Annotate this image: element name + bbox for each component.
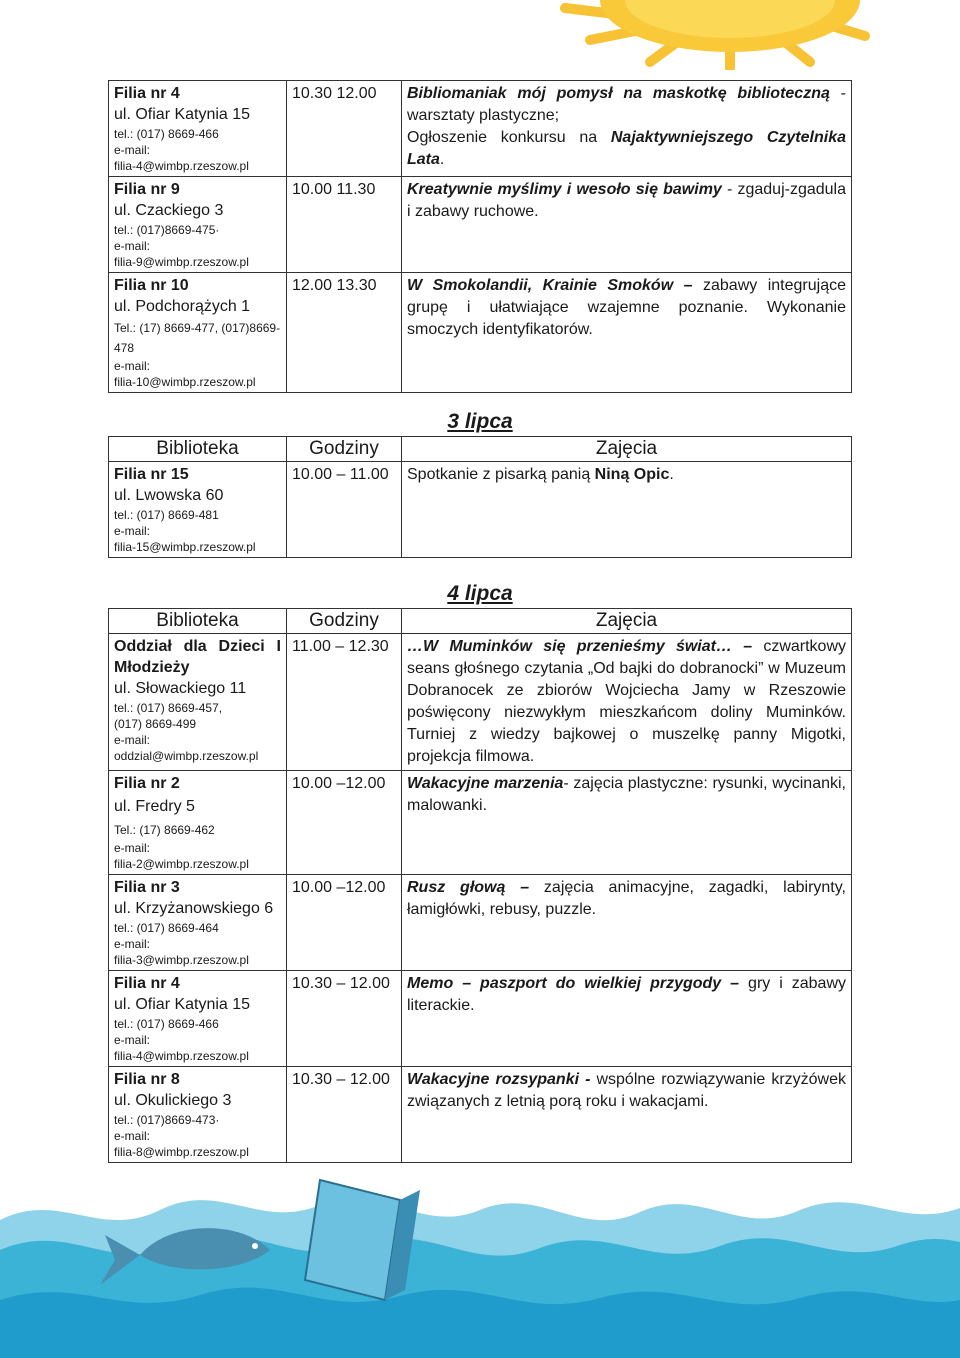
library-email-link[interactable]: filia-15@wimbp.rzeszow.pl xyxy=(114,540,256,554)
email-label: e-mail: xyxy=(114,143,151,157)
library-name: Filia nr 4 xyxy=(114,975,180,992)
activity-line2-emphasis: Najaktywniejszego Czytelnika Lata xyxy=(407,129,846,168)
library-name: Filia nr 9 xyxy=(114,181,180,198)
hours-cell: 12.00 13.30 xyxy=(287,273,402,393)
library-cell xyxy=(109,971,287,1067)
library-cell xyxy=(109,81,287,177)
activity-cell xyxy=(402,1067,852,1163)
table-row xyxy=(109,771,852,875)
book-icon xyxy=(305,1180,420,1300)
library-street: ul. Podchorążych 1 xyxy=(114,298,251,315)
library-cell xyxy=(109,634,287,771)
table-row xyxy=(109,177,852,273)
activity-title: Bibliomaniak mój pomysł na maskotkę biblioteczną xyxy=(407,85,830,102)
library-name: Filia nr 10 xyxy=(114,277,189,294)
library-street: ul. Krzyżanowskiego 6 xyxy=(114,900,274,917)
schedule-table-july-4 xyxy=(108,608,852,1163)
schedule-table-july-3 xyxy=(108,436,852,558)
activity-cell: Bibliomaniak mój pomysł na maskotkę biblioteczną - warsztaty plastyczne; Ogłoszenie konkursu na Najaktywniejszego Czytelnika Lata. xyxy=(402,81,852,177)
library-cell xyxy=(109,177,287,273)
library-email-link[interactable]: filia-4@wimbp.rzeszow.pl xyxy=(114,159,249,173)
table-header-row xyxy=(109,437,852,462)
library-street: ul. Fredry 5 xyxy=(114,798,195,815)
email-label: e-mail: xyxy=(114,1033,151,1047)
header-hours: Godziny xyxy=(287,609,402,634)
email-label: e-mail: xyxy=(114,937,151,951)
library-phone: tel.: (017) 8669-457, xyxy=(114,701,223,715)
library-phone: Tel.: (17) 8669-477, (017)8669-478 xyxy=(114,321,281,355)
library-phone-2: (017) 8669-499 xyxy=(114,717,197,731)
activity-cell xyxy=(402,875,852,971)
activity-description: zabawy integrujące grupę i ułatwiające wzajemne poznanie. Wykonanie smoczych identyfikatorów. xyxy=(407,277,846,338)
library-phone: tel.: (017)8669-473· xyxy=(114,1113,220,1127)
library-cell xyxy=(109,273,287,393)
schedule-section-july-4 xyxy=(108,580,852,1163)
activity-description: - warsztaty plastyczne; xyxy=(407,85,846,124)
email-label: e-mail: xyxy=(114,1129,151,1143)
library-phone: tel.: (017)8669-475· xyxy=(114,223,220,237)
table-row xyxy=(109,462,852,558)
header-library: Biblioteka xyxy=(109,609,287,634)
library-phone: Tel.: (17) 8669-462 xyxy=(114,823,215,837)
table-row xyxy=(109,875,852,971)
activity-description: zajęcia animacyjne, zagadki, labirynty, łamigłówki, rebusy, puzzle. xyxy=(407,879,846,918)
library-phone: tel.: (017) 8669-481 xyxy=(114,508,219,522)
activity-cell xyxy=(402,971,852,1067)
hours-cell: 10.00 11.30 xyxy=(287,177,402,273)
library-name: Filia nr 8 xyxy=(114,1071,180,1088)
sun-illustration xyxy=(560,0,880,70)
header-hours: Godziny xyxy=(287,437,402,462)
activity-cell xyxy=(402,177,852,273)
library-street: ul. Ofiar Katynia 15 xyxy=(114,996,251,1013)
library-cell xyxy=(109,771,287,875)
library-street: ul. Ofiar Katynia 15 xyxy=(114,106,251,123)
day-title: 4 lipca xyxy=(447,582,513,605)
activity-title: Rusz głową – xyxy=(407,879,530,896)
activity-title: Memo – paszport do wielkiej przygody – xyxy=(407,975,740,992)
activity-cell: Spotkanie z pisarką panią Niną Opic. xyxy=(402,462,852,558)
library-name: Filia nr 3 xyxy=(114,879,180,896)
activity-description: - zajęcia plastyczne: rysunki, wycinanki, malowanki. xyxy=(407,775,847,814)
library-street: ul. Słowackiego 11 xyxy=(114,680,247,697)
library-email-link[interactable]: filia-10@wimbp.rzeszow.pl xyxy=(114,375,256,389)
email-label: e-mail: xyxy=(114,239,151,253)
library-name: Filia nr 15 xyxy=(114,466,189,483)
day-title: 3 lipca xyxy=(447,410,513,433)
library-email-link[interactable]: filia-9@wimbp.rzeszow.pl xyxy=(114,255,249,269)
hours-cell: 11.00 – 12.30 xyxy=(287,634,402,771)
schedule-table-continued xyxy=(108,80,852,393)
library-cell xyxy=(109,875,287,971)
library-name: Oddział dla Dzieci I Młodzieży xyxy=(114,638,281,676)
schedule-section-continued xyxy=(108,80,852,393)
activity-description: gry i zabawy literackie. xyxy=(407,975,847,1014)
library-phone: tel.: (017) 8669-466 xyxy=(114,1017,219,1031)
email-label: e-mail: xyxy=(114,841,151,855)
hours-cell: 10.30 – 12.00 xyxy=(287,971,402,1067)
table-row xyxy=(109,1067,852,1163)
header-library: Biblioteka xyxy=(109,437,287,462)
library-email-link[interactable]: oddzial@wimbp.rzeszow.pl xyxy=(114,749,259,763)
activity-description: wspólne rozwiązywanie krzyżówek związanych z letnią porą roku i wakacjami. xyxy=(407,1071,846,1110)
activity-line2: Ogłoszenie konkursu na xyxy=(407,129,611,146)
schedule-section-july-3 xyxy=(108,408,852,558)
activity-cell xyxy=(402,771,852,875)
activity-title: Kreatywnie myślimy i wesoło się bawimy xyxy=(407,181,722,198)
hours-cell: 10.30 12.00 xyxy=(287,81,402,177)
library-cell xyxy=(109,1067,287,1163)
library-name: Filia nr 2 xyxy=(114,775,180,792)
email-label: e-mail: xyxy=(114,524,151,538)
library-email-link[interactable]: filia-4@wimbp.rzeszow.pl xyxy=(114,1049,249,1063)
activity-cell xyxy=(402,634,852,771)
activity-title: Wakacyjne rozsypanki - xyxy=(407,1071,591,1088)
activity-title: W Smokolandii, Krainie Smoków – xyxy=(407,277,693,294)
activity-description: Spotkanie z pisarką panią xyxy=(407,466,595,483)
activity-description: - zgaduj-zgadula i zabawy ruchowe. xyxy=(407,181,846,220)
header-activities: Zajęcia xyxy=(402,437,852,462)
table-row xyxy=(109,971,852,1067)
table-header-row xyxy=(109,609,852,634)
library-cell xyxy=(109,462,287,558)
hours-cell: 10.00 –12.00 xyxy=(287,771,402,875)
hours-cell: 10.30 – 12.00 xyxy=(287,1067,402,1163)
activity-title: Wakacyjne marzenia xyxy=(407,775,564,792)
table-row xyxy=(109,273,852,393)
header-activities: Zajęcia xyxy=(402,609,852,634)
library-street: ul. Czackiego 3 xyxy=(114,202,224,219)
library-phone: tel.: (017) 8669-466 xyxy=(114,127,219,141)
email-label: e-mail: xyxy=(114,359,151,373)
activity-author: Niną Opic xyxy=(594,466,670,483)
library-phone: tel.: (017) 8669-464 xyxy=(114,921,219,935)
email-label: e-mail: xyxy=(114,733,151,747)
table-row xyxy=(109,634,852,771)
waves-illustration xyxy=(0,1150,960,1358)
table-row xyxy=(109,81,852,177)
library-name: Filia nr 4 xyxy=(114,85,180,102)
library-street: ul. Okulickiego 3 xyxy=(114,1092,232,1109)
library-email-link[interactable]: filia-3@wimbp.rzeszow.pl xyxy=(114,953,249,967)
hours-cell: 10.00 –12.00 xyxy=(287,875,402,971)
activity-description: czwartkowy seans głośnego czytania „Od bajki do dobranocki” w Muzeum Dobranocek ze zbiorów Wojciecha Jamy w Rzeszowie poświęcony niezwykłym mieszkańcom doliny Muminków. Turniej z wiedzy bajkowej o muszelkę panny Migotki, projekcja filmowa. xyxy=(407,638,846,765)
activity-title: …W Muminków się przenieśmy świat… – xyxy=(407,638,753,655)
library-street: ul. Lwowska 60 xyxy=(114,487,224,504)
hours-cell: 10.00 – 11.00 xyxy=(287,462,402,558)
library-email-link[interactable]: filia-2@wimbp.rzeszow.pl xyxy=(114,857,249,871)
activity-cell xyxy=(402,273,852,393)
library-email-link[interactable]: filia-8@wimbp.rzeszow.pl xyxy=(114,1145,249,1159)
